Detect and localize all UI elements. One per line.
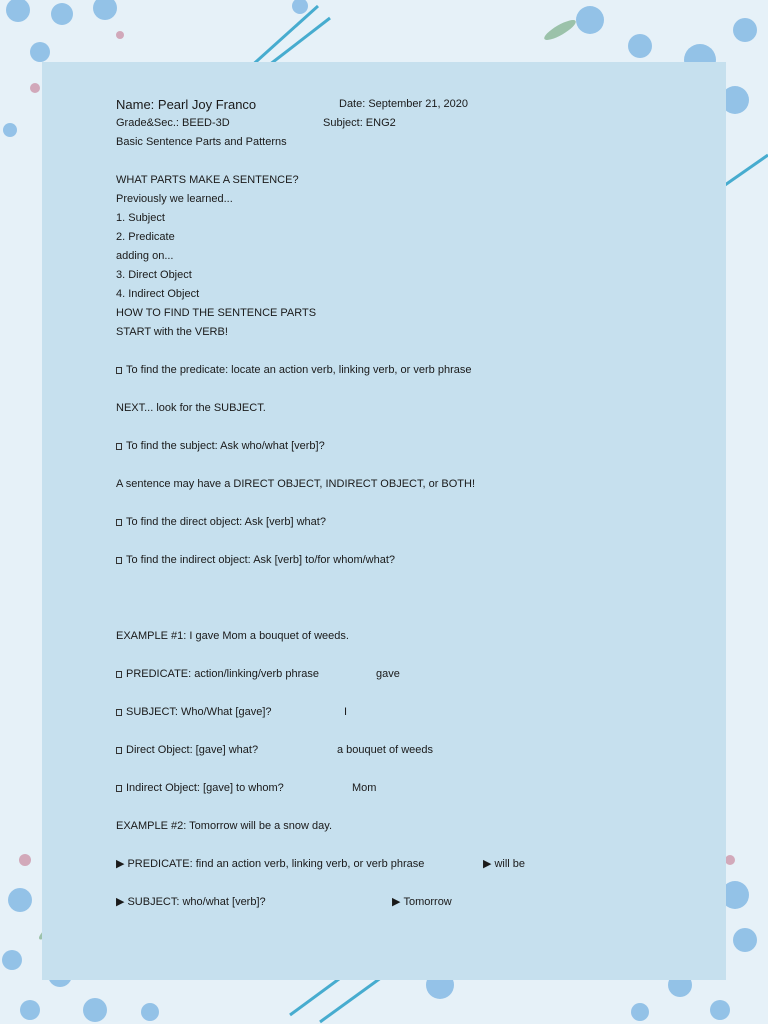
bullet-box-icon [116,519,122,526]
step-text: To find the indirect object: Ask [verb] to/for whom/what? [126,554,396,566]
topic-title: Basic Sentence Parts and Patterns [116,136,287,148]
row-label: PREDICATE: action/linking/verb phrase [126,668,319,680]
next-text: NEXT... look for the SUBJECT. [116,402,266,414]
example-1-row [116,703,716,722]
step-text: To find the subject: Ask who/what [verb]? [126,440,325,452]
example-2-title: EXAMPLE #2: Tomorrow will be a snow day. [116,820,333,832]
step-direct-object [116,513,716,532]
row-label: SUBJECT: who/what [verb]? [127,896,266,908]
header-line-1 [116,95,716,114]
row-answer: gave [376,668,400,680]
example-1-row [116,665,716,684]
step-text: To find the direct object: Ask [verb] what? [126,516,326,528]
howto-heading: HOW TO FIND THE SENTENCE PARTS [116,307,317,319]
bullet-box-icon [116,747,122,754]
step-indirect-object [116,551,716,570]
list-item: 3. Direct Object [116,269,192,281]
answer-with-bullet [392,893,452,912]
sentence-may-text: A sentence may have a DIRECT OBJECT, INDIRECT OBJECT, or BOTH! [116,478,476,490]
bullet-box-icon [116,709,122,716]
header-line-2 [116,114,716,133]
example-1-row [116,779,716,798]
row-answer: a bouquet of weeds [337,744,434,756]
triangle-bullet-icon: ▶ [392,896,401,908]
step-subject [116,437,716,456]
triangle-bullet-icon: ▶ [483,858,492,870]
row-label: Direct Object: [gave] what? [126,744,259,756]
list-item: 2. Predicate [116,231,175,243]
step-predicate [116,361,716,380]
bullet-box-icon [116,785,122,792]
bullet-box-icon [116,671,122,678]
triangle-bullet-icon: ▶ [116,896,125,908]
intro-question: WHAT PARTS MAKE A SENTENCE? [116,174,299,186]
row-label: SUBJECT: Who/What [gave]? [126,706,272,718]
answer-with-bullet [483,855,525,874]
triangle-bullet-icon: ▶ [116,858,125,870]
row-label: Indirect Object: [gave] to whom? [126,782,284,794]
example-1-title: EXAMPLE #1: I gave Mom a bouquet of weeds. [116,630,349,642]
intro-adding: adding on... [116,250,174,262]
row-answer: will be [494,858,526,870]
intro-previously: Previously we learned... [116,193,233,205]
bullet-box-icon [116,443,122,450]
start-text: START with the VERB! [116,326,228,338]
row-answer: Tomorrow [403,896,452,908]
row-answer: I [344,706,348,718]
example-1-row [116,741,716,760]
bullet-box-icon [116,557,122,564]
step-text: To find the predicate: locate an action verb, linking verb, or verb phrase [126,364,472,376]
list-item: 4. Indirect Object [116,288,200,300]
example-2-row [116,893,716,912]
row-answer: Mom [352,782,377,794]
date-text: Date: September 21, 2020 [339,98,469,110]
document-body [116,95,716,912]
bullet-box-icon [116,367,122,374]
grade-section: Grade&Sec.: BEED-3D [116,117,230,129]
list-item: 1. Subject [116,212,165,224]
subject-text: Subject: ENG2 [323,117,396,129]
example-2-row [116,855,716,874]
row-label: PREDICATE: find an action verb, linking verb, or verb phrase [127,858,425,870]
student-name: Name: Pearl Joy Franco [116,97,257,112]
